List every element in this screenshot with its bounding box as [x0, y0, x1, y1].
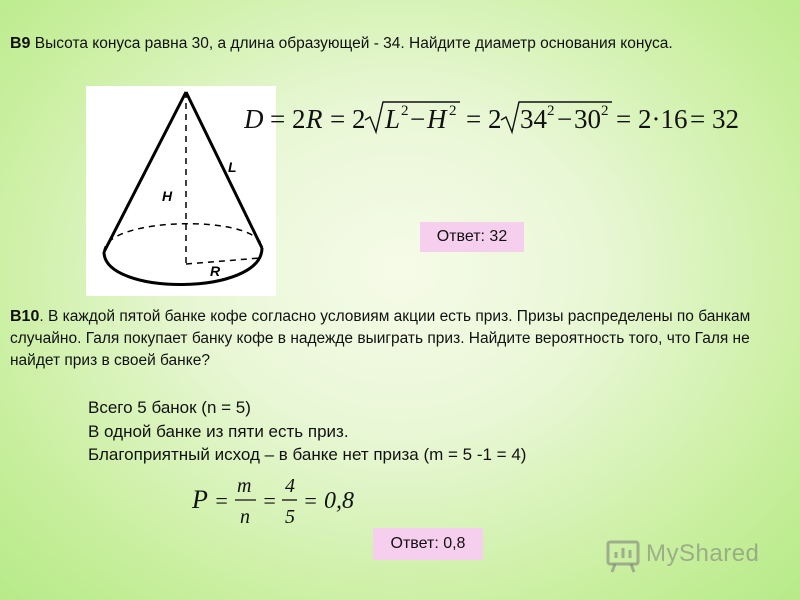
b10-text: . В каждой пятой банке кофе согласно условиям акции есть приз. Призы распределены по банкам случайно. Галя покупает банку кофе в надежде выиграть приз. Найдите вероятность того, что Галя не найдет приз в своей банке?: [10, 308, 751, 369]
cone-left-side: [104, 92, 186, 252]
svg-text:2: 2: [547, 103, 555, 119]
b10-formula-eq3: =: [303, 488, 318, 513]
svg-text:L: L: [385, 104, 401, 134]
svg-text:−: −: [410, 104, 426, 134]
b9-formula-svg: [244, 98, 744, 142]
svg-text:=: =: [270, 104, 286, 134]
cone-radius: [186, 258, 260, 264]
b10-formula-svg: [190, 470, 370, 532]
b10-formula-num1: m: [237, 475, 252, 497]
b9-text: Высота конуса равна 30, а длина образующей - 34. Найдите диаметр основания конуса.: [30, 35, 673, 52]
cone-base-back: [104, 224, 262, 252]
b10-problem: [10, 306, 790, 372]
b10-formula-den2: 5: [285, 506, 295, 528]
svg-text:2·16: 2·16: [638, 104, 688, 134]
b10-formula-den1: n: [240, 506, 250, 528]
b10-formula-result: 0,8: [324, 488, 354, 514]
svg-text:2: 2: [449, 103, 457, 119]
b10-formula: [190, 470, 370, 532]
svg-text:=: =: [690, 104, 706, 134]
b10-answer-box: Ответ: 0,8: [373, 528, 483, 560]
b9-label: B9: [10, 35, 31, 52]
b9-answer-box: Ответ: 32: [420, 222, 524, 252]
cone-base-front: [104, 248, 262, 285]
watermark-logo-icon: [604, 534, 644, 574]
svg-text:=: =: [466, 104, 482, 134]
b10-solution-line-3: Благоприятный исход – в банке нет приза (m = 5 -1 = 4): [88, 445, 527, 464]
svg-text:H: H: [427, 104, 447, 134]
svg-text:34: 34: [520, 104, 547, 134]
svg-text:=: =: [616, 104, 632, 134]
svg-text:2: 2: [401, 103, 409, 119]
svg-text:2: 2: [488, 104, 502, 134]
svg-text:2: 2: [292, 104, 306, 134]
b10-formula-num2: 4: [285, 475, 295, 497]
svg-text:−: −: [557, 104, 573, 134]
svg-text:32: 32: [712, 104, 739, 134]
cone-label-h: H: [162, 188, 173, 204]
svg-text:30: 30: [574, 104, 601, 134]
cone-label-r: R: [210, 263, 221, 279]
b10-solution-line-1: Всего 5 банок (n = 5): [88, 398, 251, 417]
b10-formula-lhs: P: [192, 485, 208, 514]
svg-text:2: 2: [352, 104, 366, 134]
svg-text:=: =: [330, 104, 346, 134]
b10-formula-eq2: =: [262, 488, 277, 513]
svg-text:2: 2: [601, 103, 609, 119]
b9-formula: [244, 98, 744, 142]
b10-label: B10: [10, 308, 40, 325]
b9-problem: [10, 33, 780, 55]
b10-solution-line-2: В одной банке из пяти есть приз.: [88, 422, 349, 441]
b10-formula-eq1: =: [214, 488, 229, 513]
svg-text:D: D: [244, 104, 264, 134]
watermark-text: MyShared: [646, 540, 760, 567]
svg-text:R: R: [306, 104, 323, 134]
cone-label-l: L: [228, 159, 237, 175]
